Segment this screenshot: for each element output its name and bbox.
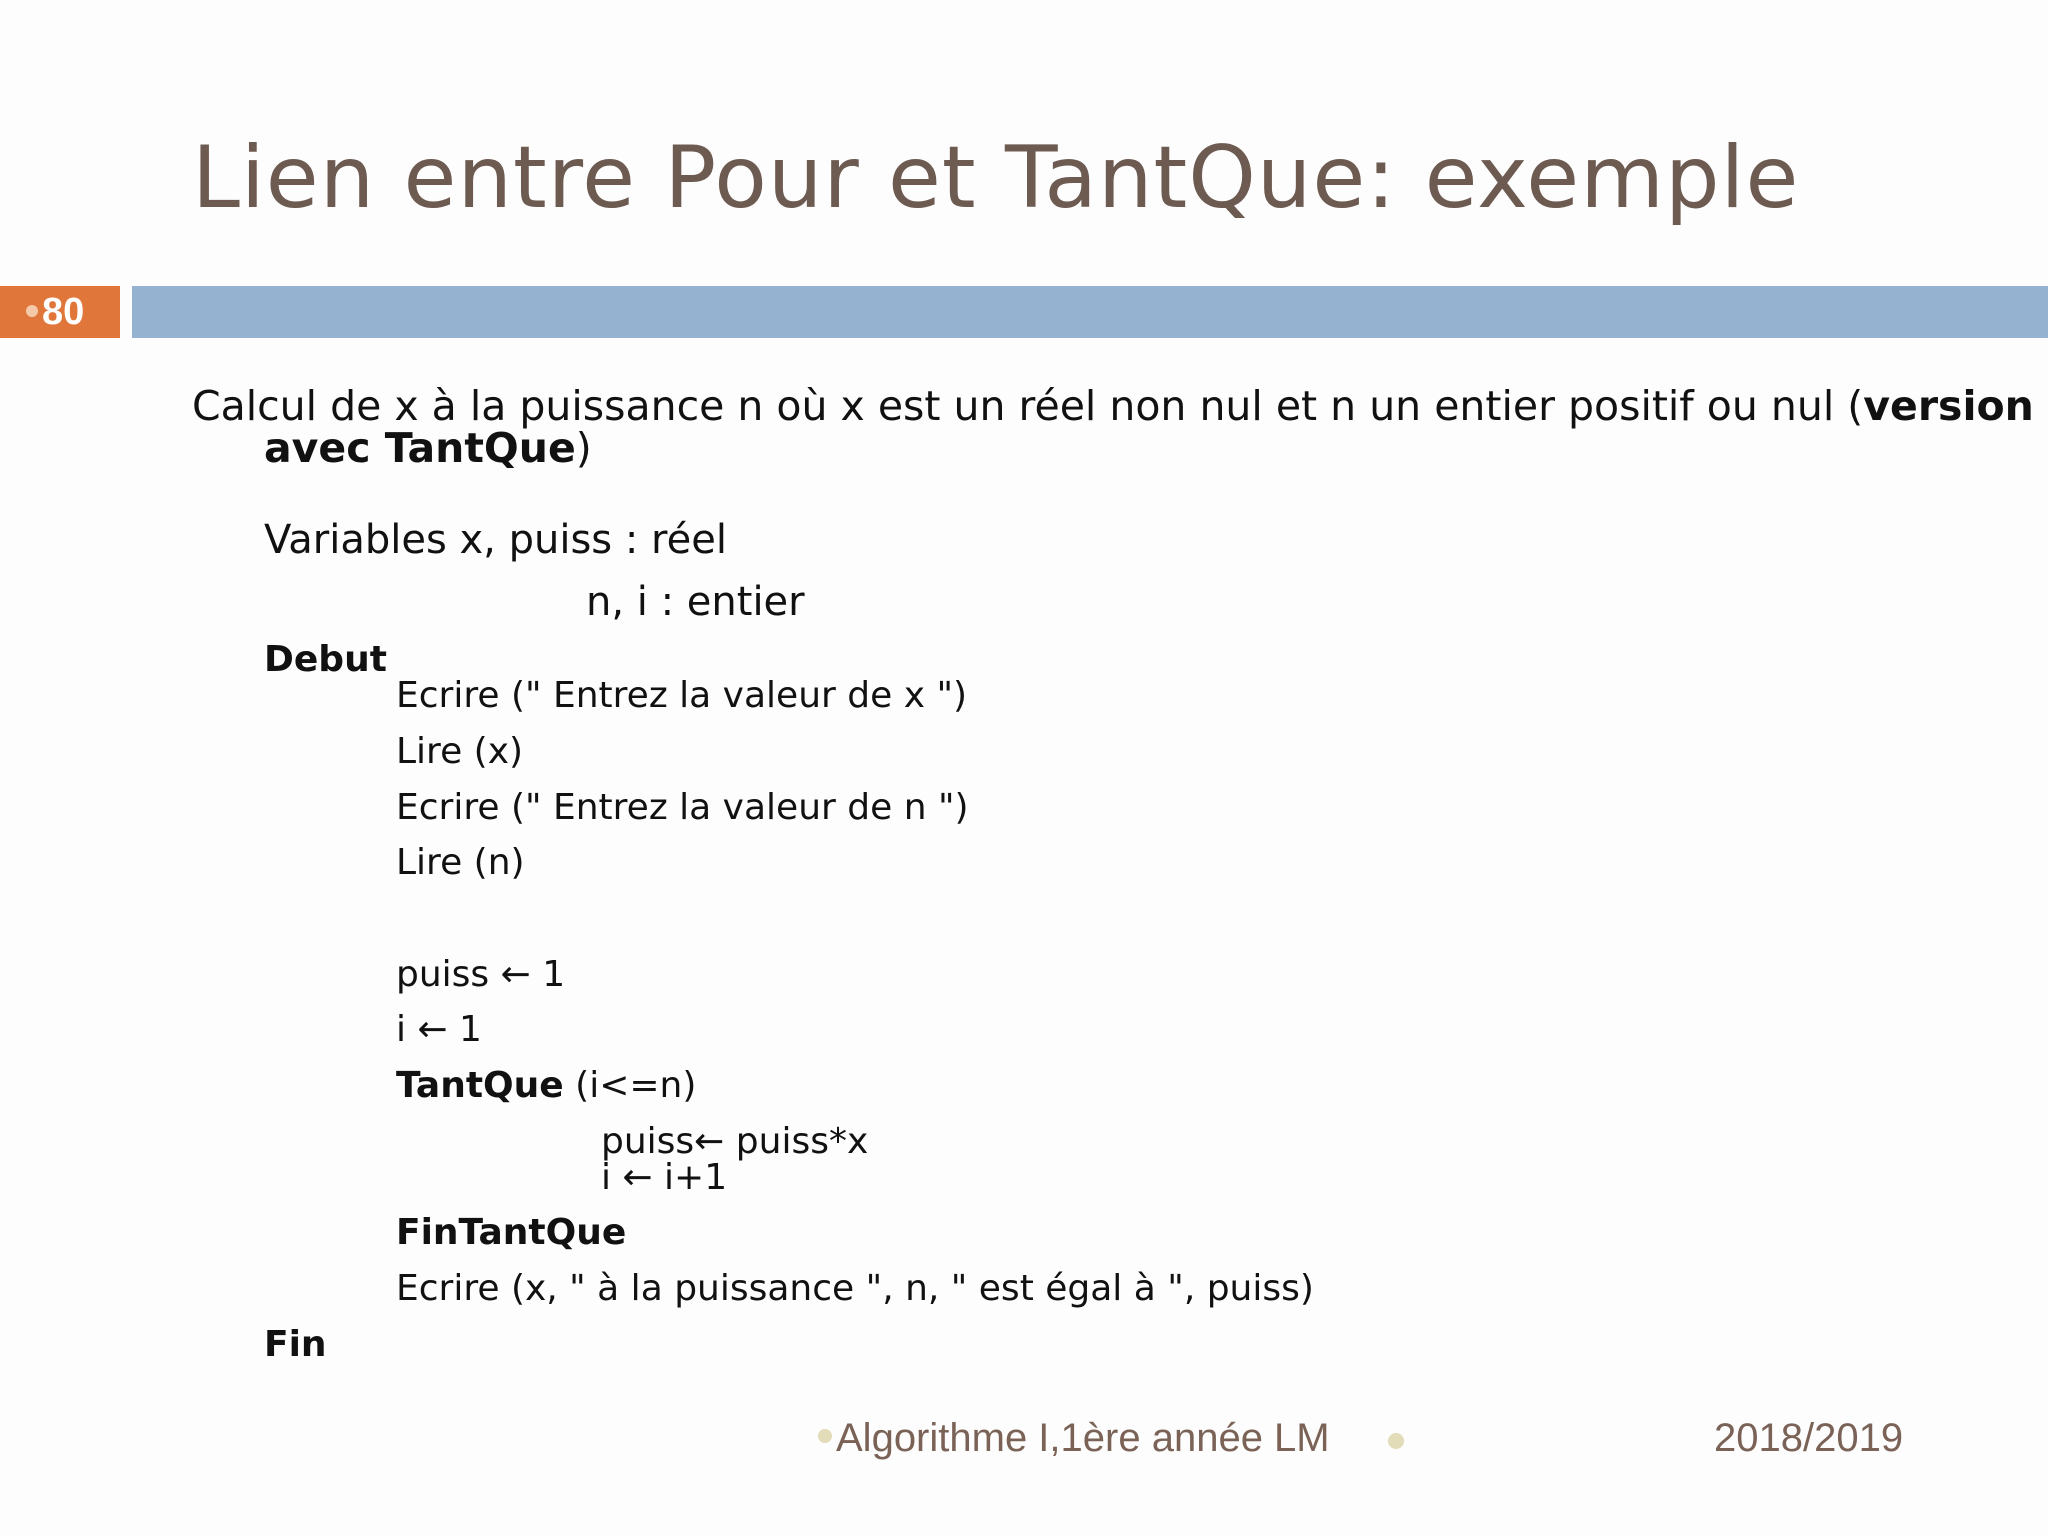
- footer-bullet-icon: [818, 1429, 832, 1443]
- page-number-badge: [0, 286, 120, 338]
- variables-line-2: n, i : entier: [586, 579, 805, 625]
- slide-title: Lien entre Pour et TantQue: exemple: [192, 128, 1800, 228]
- footer-course-label: Algorithme I,1ère année LM: [836, 1416, 1330, 1460]
- code-init-i: i ← 1: [396, 1009, 482, 1050]
- footer-separator-dot-icon: [1388, 1433, 1404, 1449]
- variables-line-1: Variables x, puiss : réel: [264, 517, 727, 563]
- intro-line-1: [192, 382, 2034, 430]
- code-body-puiss: puiss← puiss*x: [601, 1121, 869, 1162]
- intro-text: Calcul de x à la puissance n où x est un réel non nul et n un entier positif ou nul (: [192, 382, 1864, 430]
- code-tantque-line: [396, 1065, 697, 1106]
- intro-emphasis-continued: avec TantQue: [264, 424, 576, 472]
- code-init-puiss: puiss ← 1: [396, 954, 566, 995]
- code-body-i: i ← i+1: [601, 1157, 728, 1198]
- intro-emphasis: version: [1863, 382, 2034, 430]
- footer-course: [818, 1416, 1330, 1461]
- code-ecrire-n: Ecrire (" Entrez la valeur de n "): [396, 787, 969, 828]
- bullet-dot-icon: [26, 305, 38, 317]
- code-lire-n: Lire (n): [396, 842, 525, 883]
- code-lire-x: Lire (x): [396, 731, 524, 772]
- intro-closing-paren: ): [575, 424, 592, 472]
- fin-keyword: Fin: [264, 1324, 327, 1365]
- tantque-keyword: TantQue: [396, 1065, 564, 1106]
- footer-year: 2018/2019: [1714, 1416, 1904, 1460]
- code-ecrire-result: Ecrire (x, " à la puissance ", n, " est égal à ", puiss): [396, 1268, 1314, 1309]
- page-number: 80: [42, 291, 85, 333]
- intro-line-2: [264, 424, 592, 472]
- tantque-condition: (i<=n): [563, 1065, 697, 1106]
- title-underline-bar: [132, 286, 2048, 338]
- fintantque-keyword: FinTantQue: [396, 1212, 627, 1253]
- code-ecrire-x: Ecrire (" Entrez la valeur de x "): [396, 675, 968, 716]
- debut-keyword: Debut: [264, 639, 387, 680]
